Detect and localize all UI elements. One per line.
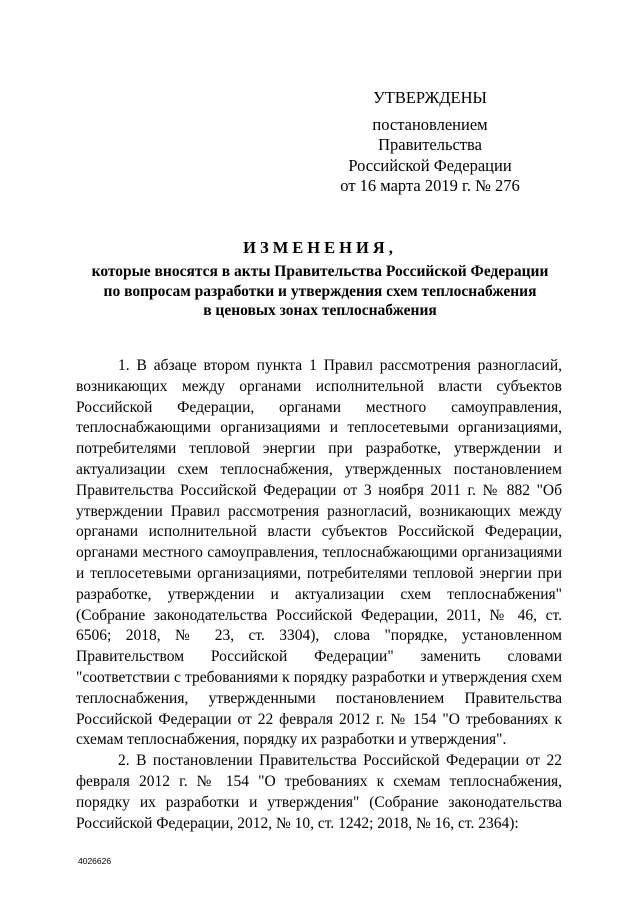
- approval-line-government: Российской Федерации: [348, 155, 512, 175]
- document-body: [76, 356, 562, 834]
- approval-title: УТВЕРЖДЕНЫ: [373, 88, 487, 107]
- document-code: 4026626: [78, 856, 112, 866]
- subtitle-line: которые вносятся в акты Правительства Российской Федерации: [91, 263, 549, 280]
- approval-stamp: [330, 88, 530, 197]
- document-subtitle: [60, 262, 580, 321]
- approval-line-date-number: от 16 марта 2019 г. № 276: [340, 176, 520, 195]
- paragraph-2: 2. В постановлении Правительства Российской Федерации от 22 февраля 2012 г. № 154 "О требованиях к схемам теплоснабжения, порядку их разработки и утверждения" (Собрание законодательства Российской Федерации, 2012, № 10, ст. 1242; 2018, № 16, ст. 2364):: [76, 752, 562, 832]
- subtitle-line: по вопросам разработки и утверждения схем теплоснабжения: [103, 282, 537, 300]
- subtitle-line: в ценовых зонах теплоснабжения: [203, 302, 437, 319]
- document-title: ИЗМЕНЕНИЯ,: [243, 238, 397, 257]
- approval-line-decree: постановлением Правительства: [372, 114, 488, 154]
- paragraph-1: 1. В абзаце втором пункта 1 Правил рассмотрения разногласий, возникающих между органами исполнительной власти субъектов Российской Федерации, органами местного самоуправления, теплоснабжающими организациями и теплосетевыми организациями, потребителями тепловой энергии при разработке, утверждении и актуализации схем теплоснабжения, утвержденных постановлением Правительства Российской Федерации от 3 ноября 2011 г. № 882 "Об утверждении Правил рассмотрения разногласий, возникающих между органами исполнительной власти субъектов Российской Федерации, органами местного самоуправления, теплоснабжающими организациями и теплосетевыми организациями, потребителями тепловой энергии при разработке, утверждении и актуализации схем теплоснабжения" (Собрание законодательства Российской Федерации, 2011, № 46, ст. 6506; 2018, № 23, ст. 3304), слова "порядке, установленном Правительством Российской Федерации" заменить словами "соответствии с требованиями к порядку разработки и утверждения схем теплоснабжения, утвержденными постановлением Правительства Российской Федерации от 22 февраля 2012 г. № 154 "О требованиях к схемам теплоснабжения, порядку их разработки и утверждения".: [76, 357, 562, 749]
